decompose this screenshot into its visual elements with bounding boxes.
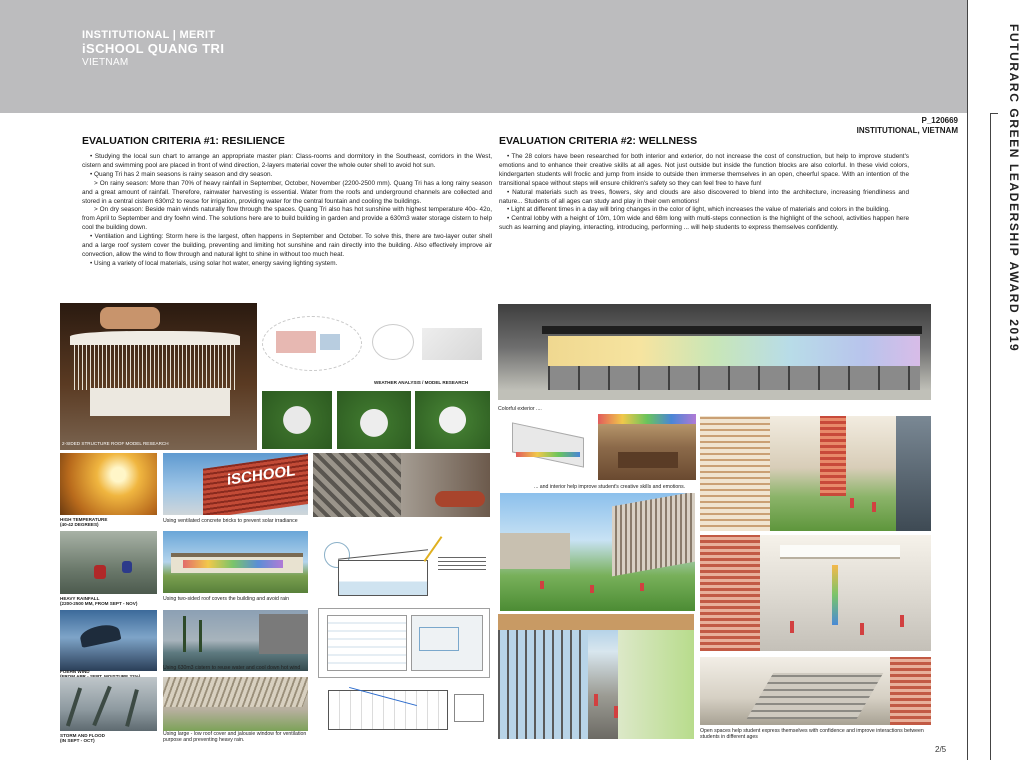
cistern-caption: Using 630m3 cistern to reuse water and cool down hot wind	[163, 665, 301, 671]
stairs-render	[700, 657, 931, 725]
roof-model-caption: 2-SIDED STRUCTURE ROOF MODEL RESEARCH	[62, 441, 169, 446]
project-title: iSCHOOL QUANG TRI	[82, 41, 225, 56]
detail-diagram	[318, 682, 490, 736]
frame-line	[967, 0, 968, 760]
materials-photos	[313, 453, 490, 517]
colorful-interior-photo	[598, 414, 696, 480]
frame-bracket	[990, 113, 991, 760]
criteria1-para: • Using a variety of local materials, using solar hot water, energy saving lighting system.	[90, 259, 338, 267]
criteria1-heading: EVALUATION CRITERIA #1: RESILIENCE	[82, 135, 285, 147]
lobby-green-render	[700, 416, 931, 531]
criteria2-para: • Natural materials such as trees, flowers, sky and clouds are also discovered to blend into the architecture, increasing friendliness and nature... Students of all ages can study and play in their own emotions!	[499, 188, 909, 205]
roof-caption: Using two-sided roof covers the building and avoid rain	[163, 596, 290, 602]
model-photo-1	[262, 391, 332, 449]
interior-caption: ... and interior help improve student's creative skills and emotions.	[534, 484, 686, 490]
exterior-caption: Colorful exterior ....	[498, 406, 542, 412]
central-lobby-render	[700, 535, 931, 651]
criteria1-body	[82, 153, 492, 269]
criteria2-body	[499, 153, 909, 233]
award-vertical-title	[1003, 24, 1021, 353]
criteria1-para: • Ventilation and Lighting: Storm here is the largest, often happens in September and October. To solve this, there are two-layer outer shell and a large roof system cover the building, preventing and limiting hot sunshine and rain directly into the building. Also effectively improve air convection, allow the wind to flow through and natural light to shine in without too much heat.	[82, 233, 492, 258]
criteria2-para: • The 28 colors have been researched for both interior and exterior, do not increase the cost of construction, but help to improve student's emotions and to enhance their creative skills at all ages. Not just outside but inside the function blocks are also colorful. In these vivid colors, kindergarten students will froclic and jump from inside to outside then immerse themselves in an open, cheerful space. With an intention of the transitional space without steps will ensure children's safety so they can feel free to have fun!	[499, 153, 909, 187]
roof-model-photo	[60, 303, 257, 450]
weather-caption: WEATHER ANALYSIS / MODEL RESEARCH	[374, 380, 469, 385]
colorful-model-photo	[506, 418, 592, 472]
criteria2-para: • Light at different times in a day will bring changes in the color of light, which increases the value of materials and colors in the building.	[507, 206, 890, 214]
jalousie-window-photo	[163, 677, 308, 731]
model-photo-2	[337, 391, 411, 449]
section-diagram	[318, 524, 490, 604]
heavy-rainfall-caption: HEAVY RAINFALL (2200-2500 MM, FROM SEPT - NOV)	[60, 596, 138, 607]
high-temperature-caption: HIGH TEMPERATURE (40-42 DEGREES)	[60, 517, 108, 528]
criteria1-para: • Studying the local sun chart to arrange an appropriate master plan: Class-rooms and dormitory in the Southeast, corridors in the West, cistern and swimming pool are placed in front of wind direction, 2-layers material cover the whole outer shell to avoid hot sun.	[82, 153, 492, 169]
storm-flood-caption: STORM AND FLOOD (IN SEPT - OCT)	[60, 733, 105, 744]
courtyard-render	[500, 493, 695, 611]
award-category: INSTITUTIONAL | MERIT	[82, 29, 216, 41]
ischool-sign-text: iSCHOOL	[227, 462, 296, 489]
weather-analysis-diagram	[262, 306, 490, 386]
storm-flood-photo	[60, 677, 157, 731]
foehn-wind-photo	[60, 610, 157, 671]
criteria1-para: > On rainy season: More than 70% of heavy rainfall in September, October, November (2200-2500 mm). Quang Tri has a long rainy season and a great amount of rainfall. Therefore, rainwater harvesting is essential. Water from the roofs and underground channels are collected and stored in a central cistern 630m2 to reuse for irrigation, providing water for the central fountain and cooling the buildings.	[82, 179, 492, 205]
criteria2-para: • Central lobby with a height of 10m, 10m wide and 68m long with multi-steps connection is the highlight of the school, activities happen here such as learning and playing, interacting, introducing, performing ... will help students to express themselves confidently.	[499, 215, 909, 232]
criteria1-para: > On dry season: Beside main winds naturally flow through the spaces. Quang Tri also has hot sunshine with highest temperature 40o- 42o, from April to September and dry foehn wind. The solutions here are to build building in garden and provide a 630m3 water storage cistern to help cool the building down.	[82, 206, 492, 232]
project-category: INSTITUTIONAL, VIETNAM	[856, 126, 958, 135]
header-band	[0, 0, 967, 113]
page-number: 2/5	[935, 745, 947, 754]
corridor-render	[498, 614, 694, 739]
heavy-rainfall-photo	[60, 531, 157, 594]
colorful-exterior-photo	[498, 304, 931, 400]
plan-diagram	[318, 608, 490, 678]
project-country: VIETNAM	[82, 57, 129, 68]
cistern-photo	[163, 610, 308, 671]
criteria1-para: • Quang Tri has 2 main seasons is rainy season and dry season.	[90, 170, 273, 178]
frame-tick	[990, 113, 998, 114]
ventilated-bricks-photo	[163, 453, 308, 515]
high-temperature-photo	[60, 453, 157, 515]
award-title-text: FUTURARC GREEN LEADERSHIP AWARD 2019	[1007, 24, 1021, 353]
criteria2-heading: EVALUATION CRITERIA #2: WELLNESS	[499, 135, 698, 147]
project-code: P_120669	[921, 116, 958, 125]
two-sided-roof-photo	[163, 531, 308, 593]
foehn-wind-caption: FOEHN WIND	[60, 669, 90, 674]
open-spaces-caption: Open spaces help student express themselves with confidence and improve interactions between students in different ages	[700, 728, 924, 741]
model-photo-3	[415, 391, 490, 449]
bricks-caption: Using ventilated concrete bricks to prevent solar irradiance	[163, 518, 298, 524]
window-caption: Using large - low roof cover and jalousie window for ventilation purpose and preventing heavy rain.	[163, 731, 307, 744]
